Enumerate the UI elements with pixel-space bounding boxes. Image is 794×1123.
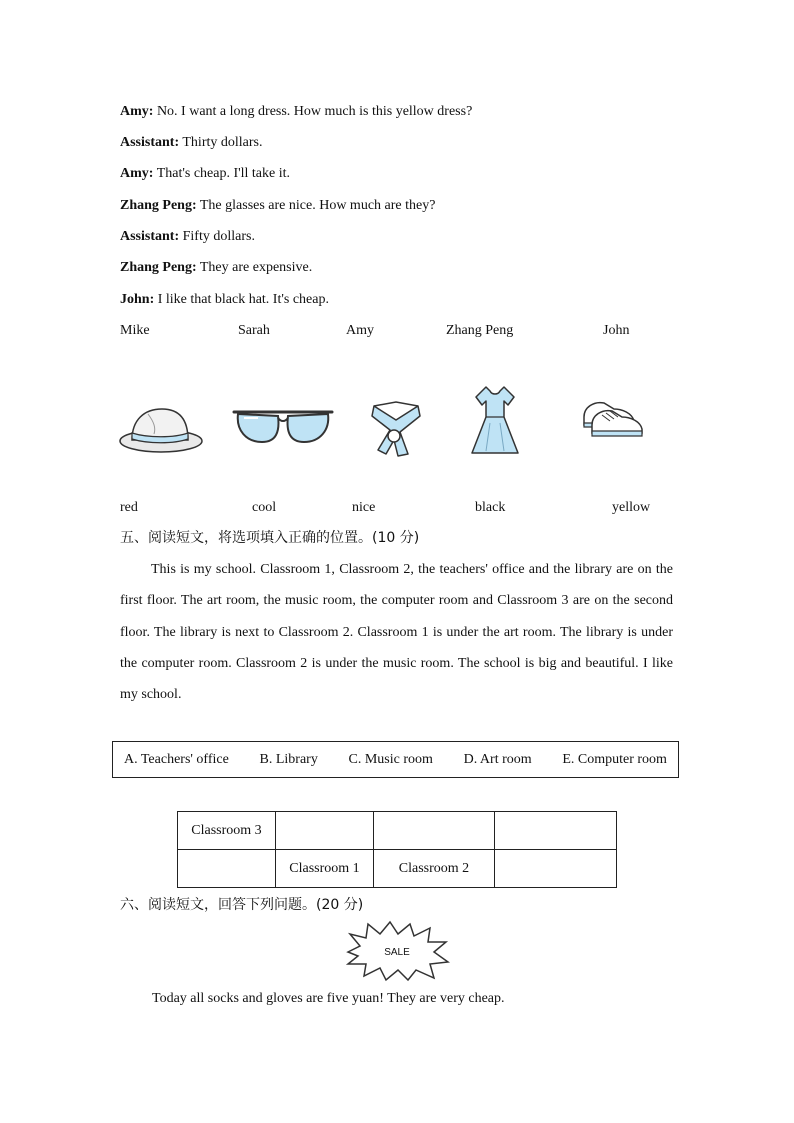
adjective-label: cool [252,500,277,515]
name-label: Amy [346,323,374,338]
adjective-label: black [475,500,506,515]
names-row [0,322,794,342]
adjectives-row [0,499,794,519]
section6-text: Today all socks and gloves are five yuan! They are very cheap. [152,991,505,1006]
dialogue-line [120,197,435,215]
line-text: No. I want a long dress. How much is this yellow dress? [156,104,473,119]
option-e: E. Computer room [562,751,667,767]
speaker: Assistant: [120,229,180,244]
option-c: C. Music room [348,751,433,767]
dialogue-line [120,134,262,152]
sale-label: SALE [384,947,410,958]
name-label: Zhang Peng [446,323,514,338]
speaker: Assistant: [120,135,180,150]
line-text: They are expensive. [199,260,313,275]
passage-text: This is my school. Classroom 1, Classroom 2, the teachers' office and the library are on the first floor. The art room, the music room, the computer room and Classroom 3 are on the second floor. The library is next to Classroom 2. Classroom 1 is under the art room. The library is under the computer room. Classroom 2 is under the music room. The school is big and beautiful. I like my school. [120,562,673,703]
answer-cell[interactable] [178,850,276,888]
dialogue-line [120,228,255,246]
table-cell: Classroom 3 [178,812,276,850]
answer-cell[interactable] [374,812,495,850]
section5-heading: 五、阅读短文，将选项填入正确的位置。(10 分) [120,530,420,546]
speaker: Amy: [120,104,154,119]
floor-plan-table [177,811,617,888]
adjective-label: red [120,500,138,515]
line-text: Thirty dollars. [182,135,263,150]
line-text: Fifty dollars. [182,229,255,244]
line-text: The glasses are nice. How much are they? [199,198,436,213]
answer-cell[interactable] [276,812,374,850]
answer-cell[interactable] [495,850,617,888]
line-text: That's cheap. I'll take it. [156,166,291,181]
option-a: A. Teachers' office [124,751,229,767]
speaker: Zhang Peng: [120,198,197,213]
speaker: Amy: [120,166,154,181]
table-cell: Classroom 2 [374,850,495,888]
hat-icon [118,402,204,456]
dialogue-line [120,291,329,309]
section5-passage [120,554,673,710]
options-box [112,741,679,778]
line-text: I like that black hat. It's cheap. [157,292,329,307]
dialogue-line [120,259,312,277]
table-row [178,850,617,888]
sneakers-icon [580,395,644,441]
table-row [178,812,617,850]
name-label: John [603,323,630,338]
table-cell: Classroom 1 [276,850,374,888]
sale-burst [344,920,450,982]
name-label: Mike [120,323,150,338]
section6-heading: 六、阅读短文，回答下列问题。(20 分) [120,897,364,913]
dialogue-line [120,103,472,121]
option-b: B. Library [259,751,318,767]
dialogue-line [120,165,290,183]
speaker: John: [120,292,155,307]
speaker: Zhang Peng: [120,260,197,275]
answer-cell[interactable] [495,812,617,850]
option-d: D. Art room [463,751,532,767]
adjective-label: yellow [612,500,651,515]
scarf-icon [368,398,424,458]
sunglasses-icon [230,404,336,448]
name-label: Sarah [238,323,270,338]
adjective-label: nice [352,500,376,515]
dress-icon [468,383,522,457]
